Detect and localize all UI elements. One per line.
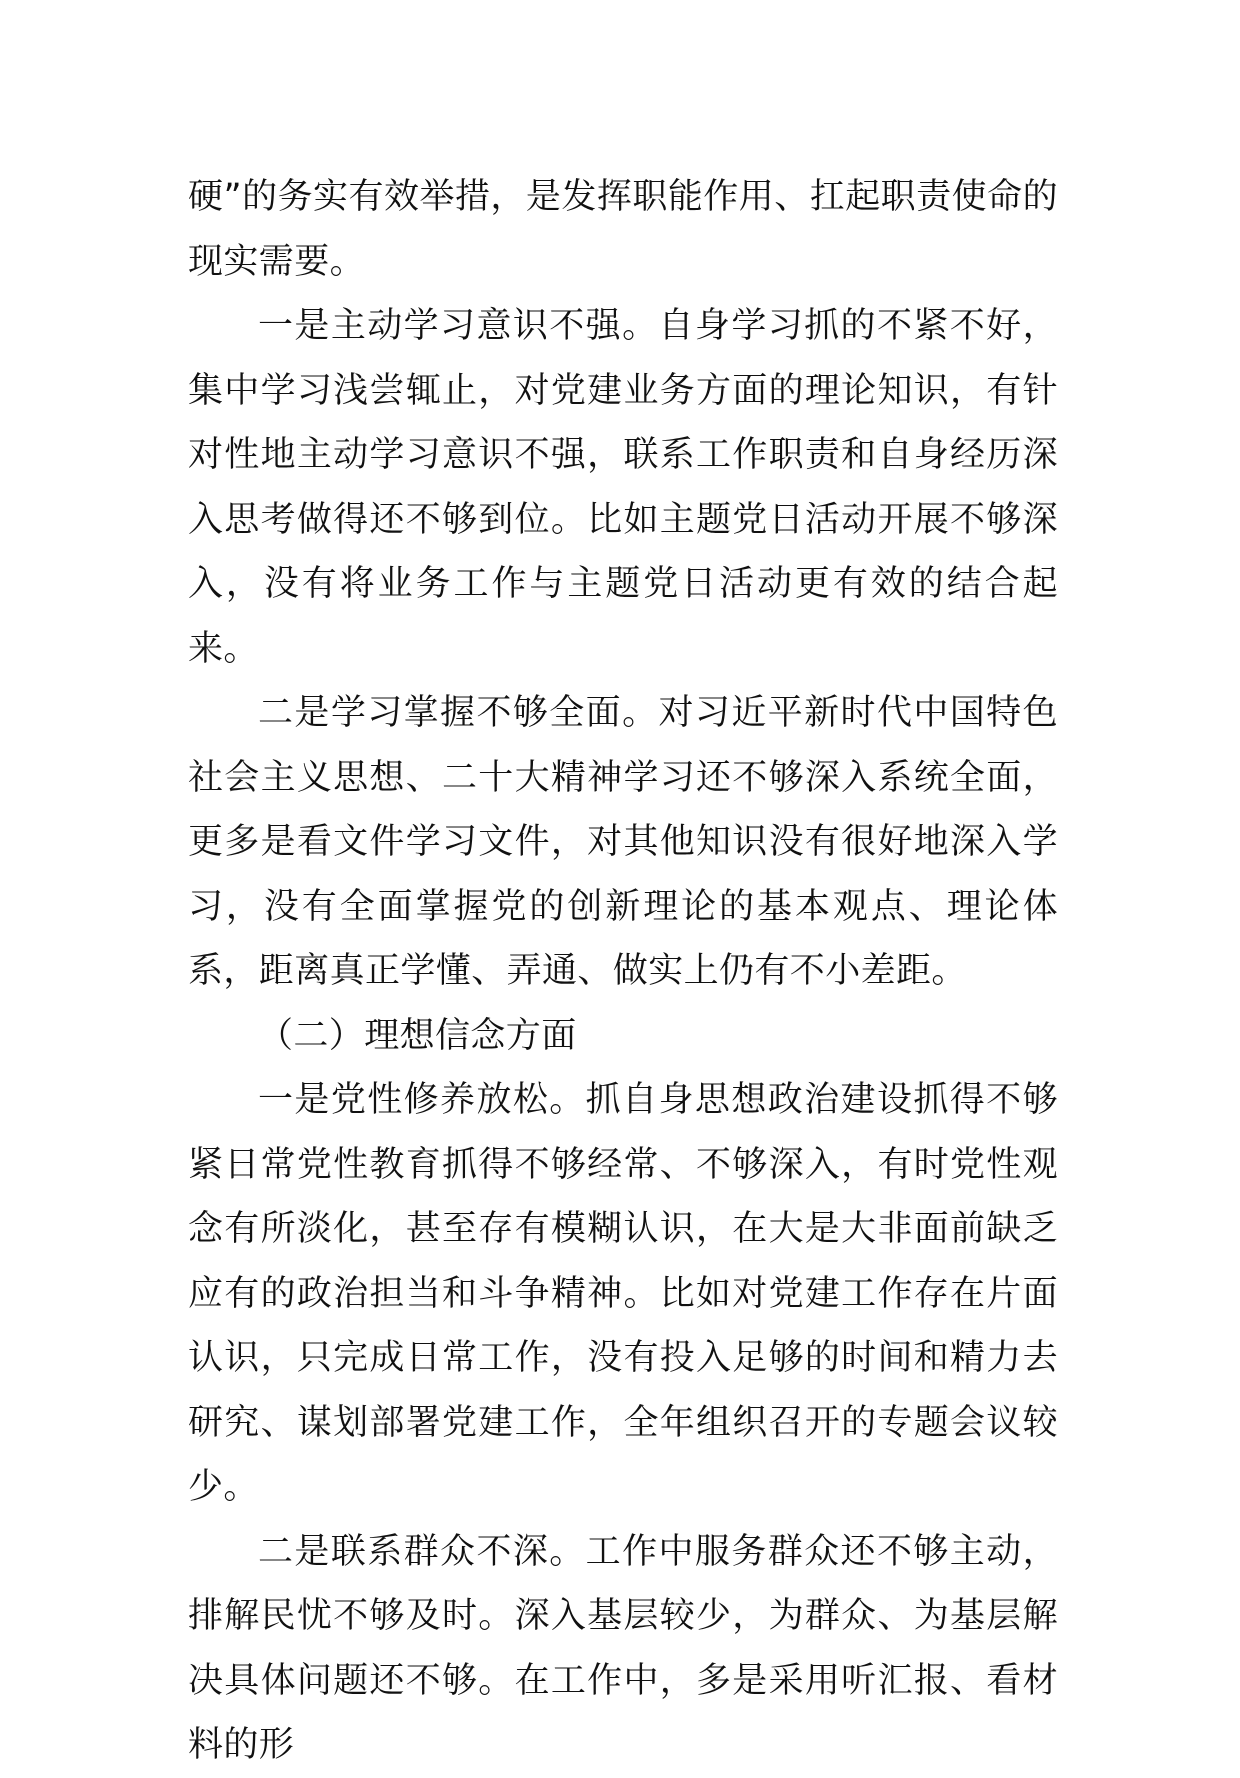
paragraph-continuation: 硬”的务实有效举措，是发挥职能作用、扛起职责使命的现实需要。	[188, 177, 1058, 282]
section-heading-ideals-beliefs: （二）理想信念方面	[258, 1015, 577, 1056]
paragraph-masses-connection: 二是联系群众不深。工作中服务群众还不够主动，排解民忧不够及时。深入基层较少，为群众、为基层解决具体问题还不够。在工作中，多是采用听汇报、看材料的形	[188, 1531, 1058, 1765]
paragraph-party-spirit: 一是党性修养放松。抓自身思想政治建设抓得不够紧日常党性教育抓得不够经常、不够深入，有时党性观念有所淡化，甚至存有模糊认识，在大是大非面前缺乏应有的政治担当和斗争精神。比如对党建工作存在片面认识，只完成日常工作，没有投入足够的时间和精力去研究、谋划部署党建工作，全年组织召开的专题会议较少。	[188, 1080, 1058, 1507]
paragraph-learning-mastery: 二是学习掌握不够全面。对习近平新时代中国特色社会主义思想、二十大精神学习还不够深入系统全面，更多是看文件学习文件，对其他知识没有很好地深入学习，没有全面掌握党的创新理论的基本观点、理论体系，距离真正学懂、弄通、做实上仍有不小差距。	[188, 693, 1058, 991]
document-body	[188, 165, 1058, 1778]
paragraph-learning-awareness: 一是主动学习意识不强。自身学习抓的不紧不好，集中学习浅尝辄止，对党建业务方面的理论知识，有针对性地主动学习意识不强，联系工作职责和自身经历深入思考做得还不够到位。比如主题党日活动开展不够深入，没有将业务工作与主题党日活动更有效的结合起来。	[188, 306, 1058, 669]
